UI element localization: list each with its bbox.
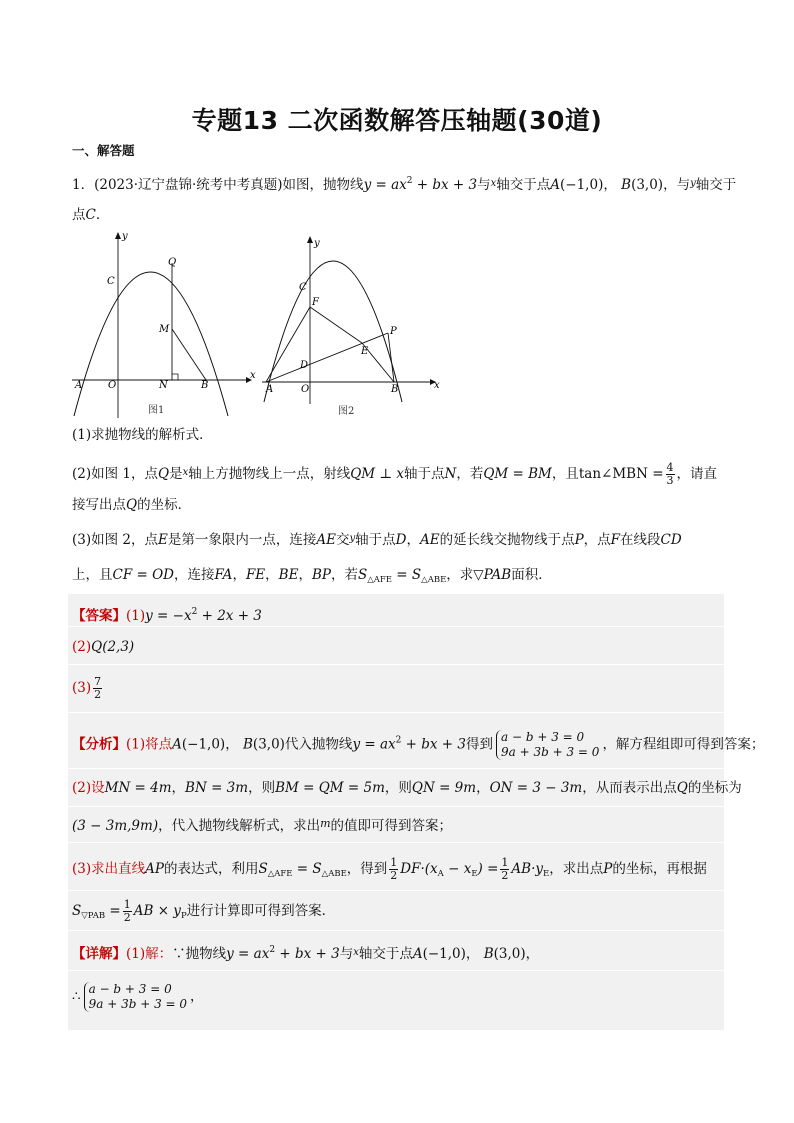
- answer-tag: 【答案】: [72, 608, 126, 624]
- fig2-label-O: O: [301, 384, 310, 395]
- detail-line-2: ∴ a − b + 3 = 0 9a + 3b + 3 = 0 ，: [72, 982, 204, 1011]
- fig1-label-M: M: [159, 324, 170, 335]
- analysis-line-3: (3 − 3m,9m)，代入抛物线解析式，求出$^m$的值即可得到答案；: [72, 817, 453, 834]
- answer-1: 【答案】$(1)y = -x^2 + 2x + 3$: [72, 607, 262, 624]
- problem-line-2: 点C．: [72, 207, 110, 223]
- analysis-tag: 【分析】: [72, 736, 126, 753]
- fig2-caption: 图2: [338, 406, 355, 417]
- analysis-line-4: (3)求出直线AP的表达式，利用$S_{\triangle AFE} = S_{\triangle ABE}$，得到 $\frac{1}{2}$ $DF\cdot(x_A - x_E)$ = $\frac{1}{2}$ $AB\cdot y_E$，求出点P的坐标，再根据: [72, 856, 707, 882]
- fig2-segment-AP: [266, 333, 388, 382]
- fig2-y-arrow-icon: [307, 236, 313, 243]
- fig2-label-D: D: [300, 360, 309, 371]
- fig1-segment-MB: [172, 329, 206, 380]
- fig1-parabola: [74, 272, 228, 416]
- fig2-label-F: F: [312, 297, 319, 308]
- fig1-label-Q: Q: [168, 257, 177, 268]
- figure-2: [258, 232, 448, 420]
- detail-line-1: 【详解】(1)解：∵抛物线$y = ax^2$ + bx + 3与$^x$轴交于点A(−1,0)， B(3,0)，: [72, 945, 540, 962]
- fig2-segment-FE: [310, 307, 362, 343]
- answer-3: (3) $\frac{7}{2}$: [72, 675, 102, 701]
- figure-1: [68, 228, 258, 420]
- fig2-label-P: P: [390, 326, 397, 337]
- fig1-label-x: x: [250, 370, 256, 381]
- fig1-label-B: B: [201, 380, 209, 391]
- fig2-label-x: x: [434, 380, 440, 391]
- problem-line-1: 1．(2023·辽宁盘锦·统考中考真题)如图，抛物线$y = ax^2$ + bx + 3与$^x$轴交于点A(−1,0)， B(3,0)，与$^y$轴交于: [72, 176, 737, 193]
- question-3-line-2: 上，且CF = OD，连接FA，FE，BE，BP，若$S_{\triangle AFE} = S_{\triangle ABE}$，求▽PAB面积．: [72, 567, 552, 585]
- analysis-line-2: (2)设MN = 4m，BN = 3m，则BM = QM = 5m，则QN = 9m，ON = 3 − 3m，从而表示出点Q的坐标为: [72, 780, 742, 796]
- fig2-label-y: y: [314, 238, 320, 249]
- fig2-label-E: E: [361, 346, 369, 357]
- fig1-right-angle: [172, 374, 178, 380]
- fig2-segment-PB: [388, 333, 394, 382]
- fig2-label-A: A: [266, 384, 274, 395]
- fig1-label-O: O: [108, 380, 117, 391]
- fig1-label-N: N: [159, 380, 168, 391]
- fig2-label-C: C: [299, 282, 307, 293]
- fig2-parabola: [264, 261, 402, 402]
- fig1-y-arrow-icon: [115, 232, 121, 239]
- fig1-label-y: y: [122, 231, 128, 242]
- analysis-line-1: 【分析】(1)将点A(−1,0)， B(3,0)代入抛物线$y = ax^2$ + bx + 3得到 a − b + 3 = 0 9a + 3b + 3 = 0 ，解方程组即可得到答案；: [72, 730, 765, 759]
- page-title: 专题13 二次函数解答压轴题(30道): [191, 106, 603, 135]
- fig1-label-A: A: [75, 380, 83, 391]
- question-2-line-1: (2)如图 1，点Q是$^x$轴上方抛物线上一点，射线QM ⊥ x轴于点N，若QM = BM，且tan∠MBN = $\frac{4}{3}$ ，请直: [72, 461, 718, 487]
- fig1-label-C: C: [107, 276, 115, 287]
- fig1-caption: 图1: [148, 405, 165, 416]
- detail-tag: 【详解】: [72, 946, 126, 962]
- solution-panel: [68, 594, 724, 1030]
- answer-2: (2)Q(2,3): [72, 639, 135, 655]
- question-1: (1)求抛物线的解析式．: [72, 427, 213, 443]
- analysis-line-5: $S_{▽PAB}$ = $\frac{1}{2}$ AB × $y_P$进行计算即可得到答案．: [72, 898, 336, 924]
- question-2-line-2: 接写出点Q的坐标．: [72, 497, 192, 513]
- question-3-line-1: (3)如图 2，点E是第一象限内一点，连接AE交$^y$轴于点D，AE的延长线交抛物线于点P，点F在线段CD: [72, 532, 682, 548]
- fig2-label-B: B: [391, 384, 399, 395]
- section-heading: 一、解答题: [72, 143, 135, 158]
